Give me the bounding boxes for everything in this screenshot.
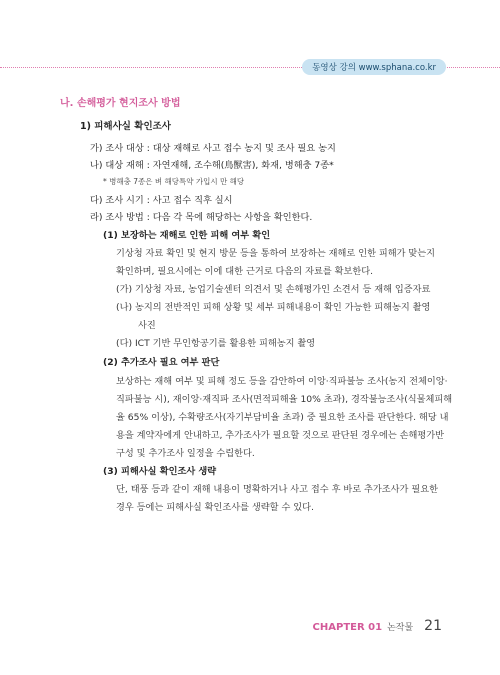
- part2-title: (2) 추가조사 필요 여부 판단: [103, 357, 220, 368]
- part1-paragraph-line: 확인하며, 필요시에는 이에 대한 근거로 다음의 자료를 확보한다.: [116, 266, 374, 277]
- part3-paragraph-line: 경우 등에는 피해사실 확인조사를 생략할 수 있다.: [116, 502, 314, 513]
- chapter-title: 논작물: [387, 623, 414, 633]
- part2-paragraph-line: 구성 및 추가조사 일정을 수립한다.: [116, 448, 255, 459]
- lecture-url-badge: 동영상 강의 www.sphana.co.kr: [302, 59, 446, 75]
- section-title: 나. 손해평가 현지조사 방법: [60, 98, 181, 109]
- part2-paragraph-line: 보상하는 재해 여부 및 피해 정도 등을 감안하여 이앙·직파불능 조사(농지 전체이앙·: [116, 376, 448, 387]
- part1-list-item-continued: 사진: [138, 320, 156, 331]
- page-footer: [313, 618, 442, 634]
- page-number: 21: [424, 618, 442, 634]
- item-disaster-footnote: * 병해충 7종은 벼 해당특약 가입시 만 해당: [103, 177, 245, 186]
- part1-list-item: (다) ICT 기반 무인항공기를 활용한 피해농지 촬영: [116, 338, 316, 349]
- part1-title: (1) 보장하는 재해로 인한 피해 여부 확인: [103, 230, 271, 241]
- chapter-label: CHAPTER 01: [312, 622, 383, 633]
- part2-paragraph-line: 율 65% 이상), 수확량조사(자기부담비율 초과) 중 필요한 조사를 판단한다. 해당 내: [116, 412, 449, 423]
- part2-paragraph-line: 용을 계약자에게 안내하고, 추가조사가 필요할 것으로 판단된 경우에는 손해평가반: [116, 430, 445, 441]
- item-target-disaster: 나) 대상 재해 : 자연재해, 조수해(鳥獸害), 화재, 병해충 7종*: [90, 160, 334, 171]
- part3-paragraph-line: 단, 태풍 등과 같이 재해 내용이 명확하거나 사고 접수 후 바로 추가조사가 필요한: [116, 484, 438, 495]
- part1-paragraph-line: 기상청 자료 확인 및 현지 방문 등을 통하여 보장하는 재해로 인한 피해가 맞는지: [116, 248, 436, 259]
- subsection-title: 1) 피해사실 확인조사: [80, 121, 171, 132]
- item-survey-method: 라) 조사 방법 : 다음 각 목에 해당하는 사항을 확인한다.: [90, 212, 313, 223]
- part1-list-item: (나) 농지의 전반적인 피해 상황 및 세부 피해내용이 확인 가능한 피해농지 촬영: [116, 302, 431, 313]
- part1-list-item: (가) 기상청 자료, 농업기술센터 의견서 및 손해평가인 소견서 등 재해 입증자료: [116, 284, 431, 295]
- part2-paragraph-line: 직파불능 시), 재이앙·재직파 조사(면적피해율 10% 초과), 경작불능조사(식물체피해: [116, 394, 453, 405]
- part3-title: (3) 피해사실 확인조사 생략: [103, 466, 217, 477]
- item-survey-target: 가) 조사 대상 : 대상 재해로 사고 접수 농지 및 조사 필요 농지: [90, 143, 336, 154]
- item-survey-timing: 다) 조사 시기 : 사고 접수 직후 실시: [90, 195, 233, 206]
